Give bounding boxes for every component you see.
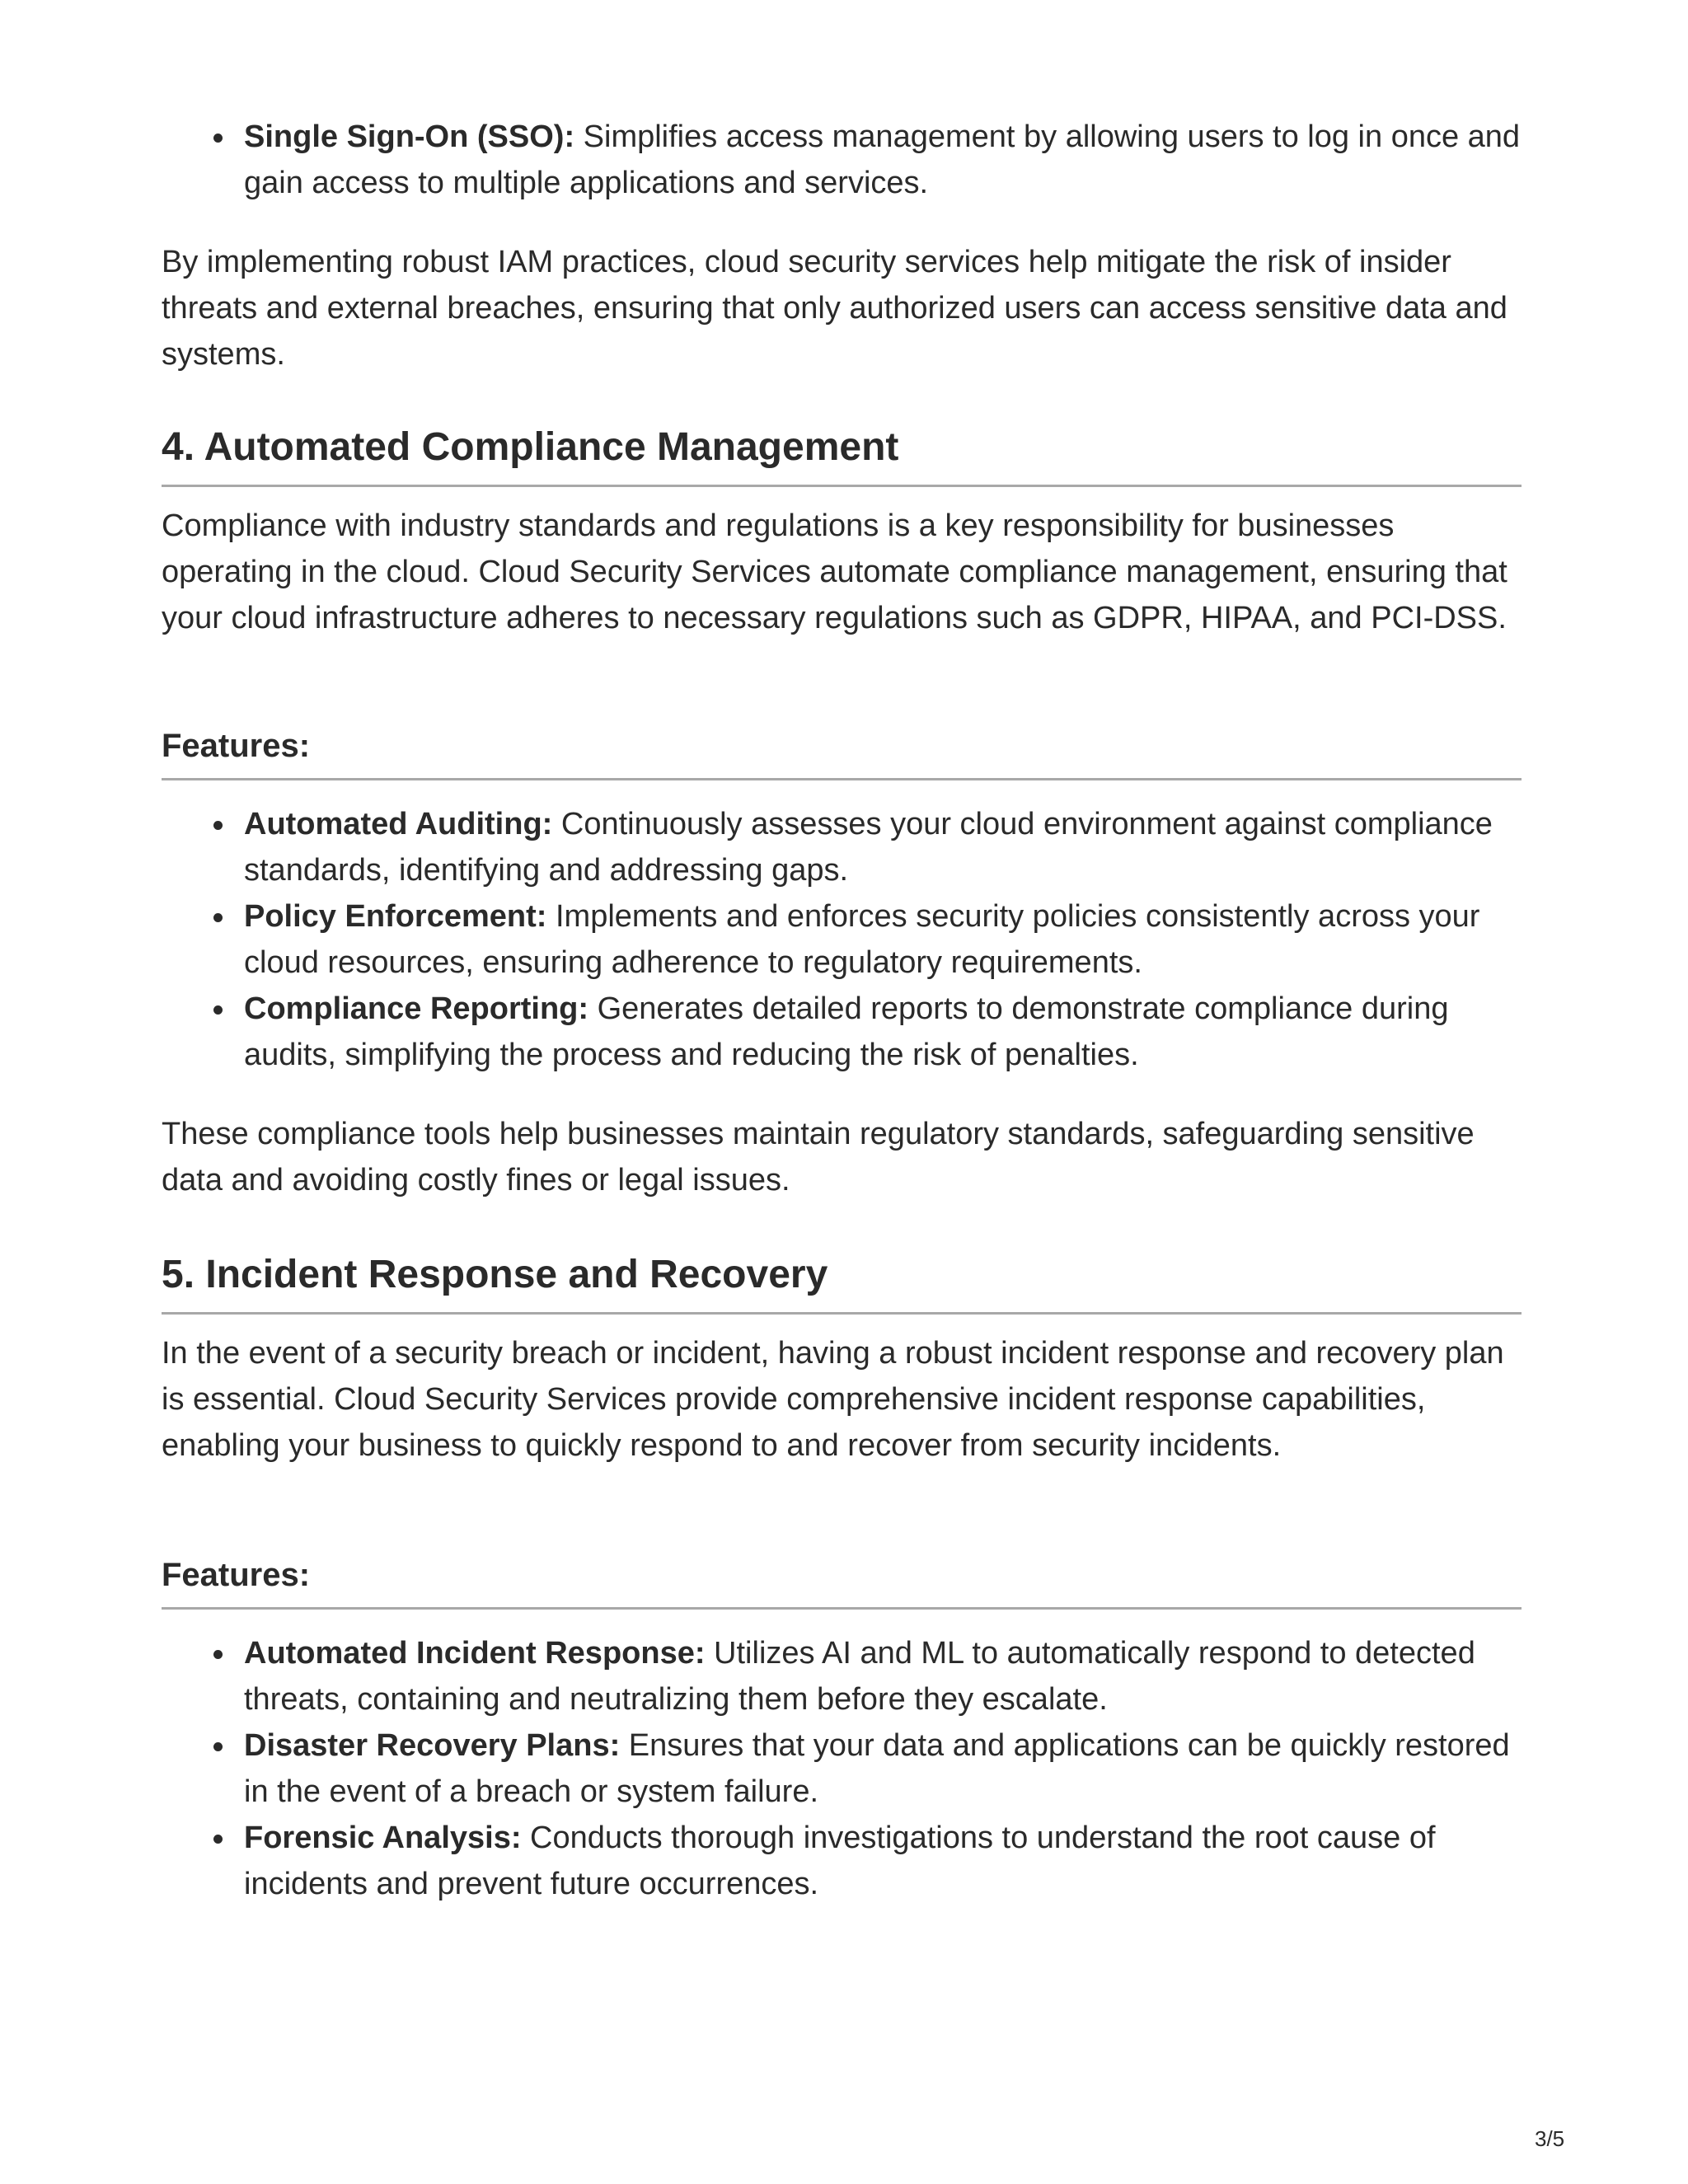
list-item-term: Disaster Recovery Plans: <box>244 1728 621 1763</box>
iam-summary-paragraph: By implementing robust IAM practices, cloud security services help mitigate the risk of insider threats and external breaches, ensuring that only authorized users can access sensitive data and systems. <box>162 245 1507 372</box>
list-item-text: Generates detailed reports to demonstrate compliance during audits, simplifying the process and reducing the risk of penalties. <box>244 991 1449 1072</box>
section-5-features-heading: Features: <box>162 1551 1522 1610</box>
list-item-text: Implements and enforces security policies consistently across your cloud resources, ensuring adherence to regulatory requirements. <box>244 899 1480 980</box>
list-item-forensic-analysis <box>162 1815 1522 1907</box>
list-item-text: Utilizes AI and ML to automatically respond to detected threats, containing and neutralizing them before they escalate. <box>244 1636 1475 1717</box>
list-item-automated-incident-response <box>162 1630 1522 1722</box>
list-item-compliance-reporting <box>162 986 1522 1078</box>
list-item-sso <box>162 114 1522 206</box>
list-item-text: Ensures that your data and applications can be quickly restored in the event of a breach or system failure. <box>244 1728 1510 1809</box>
section-4-intro: Compliance with industry standards and regulations is a key responsibility for businesses operating in the cloud. Cloud Security Services automate compliance management, ensuring that your cloud infrastructure adheres to necessary regulations such as GDPR, HIPAA, and PCI-DSS. <box>162 509 1507 635</box>
list-item-text: Simplifies access management by allowing users to log in once and gain access to multiple applications and services. <box>244 120 1521 200</box>
list-item-term: Forensic Analysis: <box>244 1821 522 1855</box>
list-item-disaster-recovery-plans <box>162 1722 1522 1815</box>
list-item-term: Automated Auditing: <box>244 807 553 841</box>
list-item-term: Policy Enforcement: <box>244 899 547 934</box>
sso-list <box>162 114 1522 206</box>
list-item-policy-enforcement <box>162 893 1522 986</box>
section-4-summary: These compliance tools help businesses maintain regulatory standards, safeguarding sensitive data and avoiding costly fines or legal issues. <box>162 1117 1475 1197</box>
list-item-term: Compliance Reporting: <box>244 991 589 1026</box>
section-5-intro: In the event of a security breach or incident, having a robust incident response and recovery plan is essential. Cloud Security Services provide comprehensive incident response capabilities, enabling your business to quickly respond to and recover from security incidents. <box>162 1336 1504 1463</box>
list-item-term: Single Sign-On (SSO): <box>244 120 575 154</box>
section-5-heading: 5. Incident Response and Recovery <box>162 1246 1522 1315</box>
page-number: 3/5 <box>1535 2126 1565 2151</box>
section-5-features-list <box>162 1630 1522 1907</box>
list-item-text: Continuously assesses your cloud environment against compliance standards, identifying and addressing gaps. <box>244 807 1493 888</box>
section-4-features-list <box>162 801 1522 1078</box>
list-item-automated-auditing <box>162 801 1522 893</box>
list-item-text: Conducts thorough investigations to understand the root cause of incidents and prevent future occurrences. <box>244 1821 1436 1901</box>
section-4-features-heading: Features: <box>162 722 1522 780</box>
section-4-heading: 4. Automated Compliance Management <box>162 419 1522 487</box>
list-item-term: Automated Incident Response: <box>244 1636 706 1671</box>
